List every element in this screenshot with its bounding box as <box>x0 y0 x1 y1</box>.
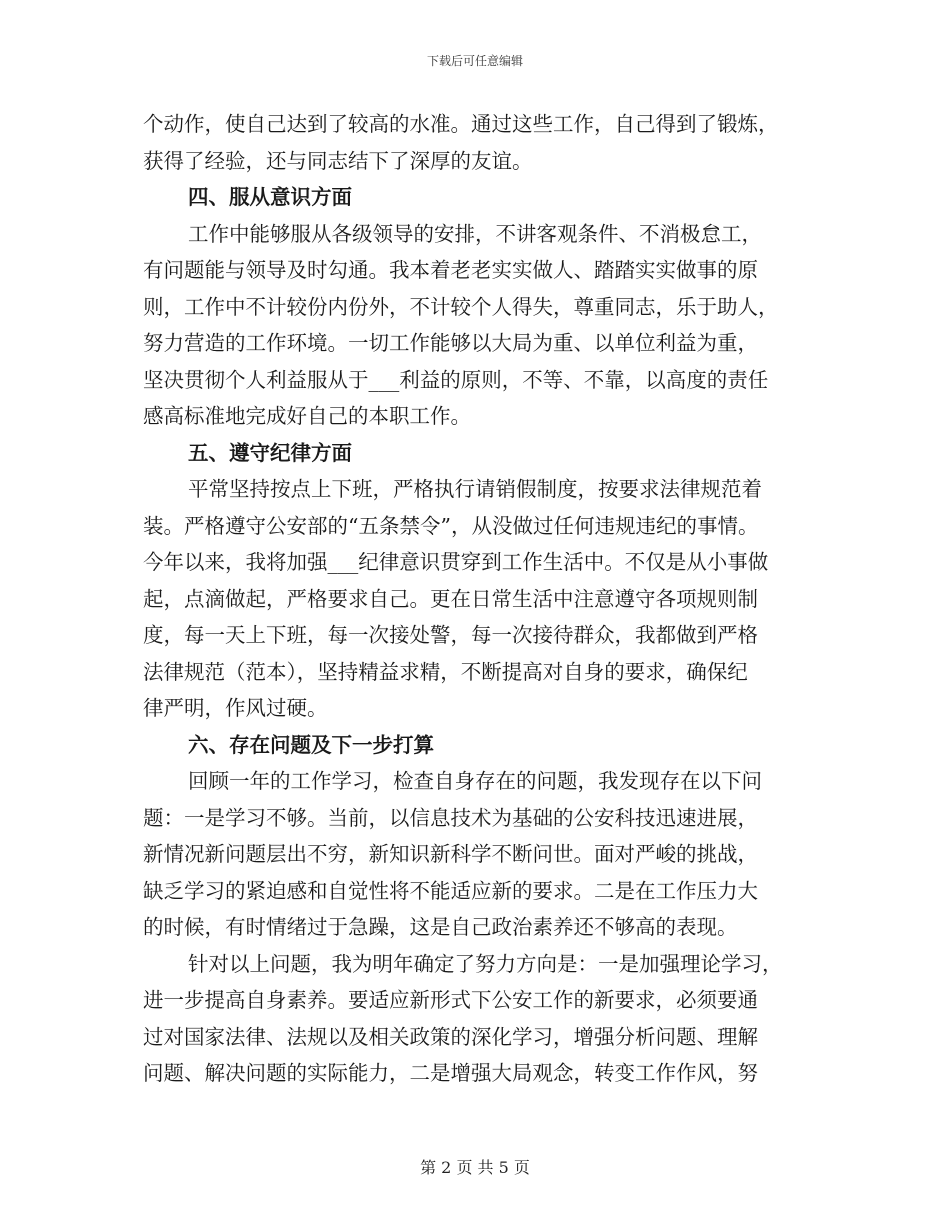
paragraph-line: 感高标准地完成好自己的本职工作。 <box>143 404 471 428</box>
paragraph-line: 的时候，有时情绪过于急躁，这是自己政治素养还不够高的表现。 <box>143 915 738 939</box>
document-body <box>143 106 811 1092</box>
paragraph-line: 进一步提高自身素养。要适应新形式下公安工作的新要求，必须要通 <box>143 988 758 1012</box>
paragraph-line: 装。严格遵守公安部的“五条禁令”，从没做过任何违规违纪的事情。 <box>143 513 759 538</box>
section-heading: 四、服从意识方面 <box>188 185 352 209</box>
paragraph-line: 缺乏学习的紧迫感和自觉性将不能适应新的要求。二是在工作压力大 <box>143 878 758 903</box>
paragraph-line: 平常坚持按点上下班，严格执行请销假制度，按要求法律规范着 <box>188 477 762 501</box>
paragraph-line: 过对国家法律、法规以及相关政策的深化学习，增强分析问题、理解 <box>143 1024 758 1049</box>
paragraph-line: 有问题能与领导及时勾通。我本着老老实实做人、踏踏实实做事的原 <box>143 258 758 282</box>
section-heading: 六、存在问题及下一步打算 <box>188 732 434 757</box>
paragraph-line: 问题、解决问题的实际能力，二是增强大局观念，转变工作作风，努 <box>143 1061 758 1085</box>
paragraph-line: 个动作，使自己达到了较高的水准。通过这些工作，自己得到了锻炼， <box>143 112 779 136</box>
paragraph-line: 度，每一天上下班，每一次接处警，每一次接待群众，我都做到严格 <box>143 623 758 647</box>
paragraph-line: 法律规范（范本），坚持精益求精，不断提高对自身的要求，确保纪 <box>143 659 748 684</box>
paragraph-line: 针对以上问题，我为明年确定了努力方向是：一是加强理论学习， <box>188 951 783 976</box>
paragraph-line: 回顾一年的工作学习，检查自身存在的问题，我发现存在以下问 <box>188 769 762 793</box>
paragraph-line: 今年以来，我将加强___纪律意识贯穿到工作生活中。不仅是从小事做 <box>143 550 769 574</box>
paragraph-line: 获得了经验，还与同志结下了深厚的友谊。 <box>143 148 533 173</box>
section-heading: 五、遵守纪律方面 <box>188 440 352 465</box>
paragraph-line: 坚决贯彻个人利益服从于___利益的原则，不等、不靠，以高度的责任 <box>143 367 769 392</box>
paragraph-line: 努力营造的工作环境。一切工作能够以大局为重、以单位利益为重， <box>143 331 758 355</box>
paragraph-line: 工作中能够服从各级领导的安排，不讲客观条件、不消极怠工， <box>188 221 762 246</box>
paragraph-line: 则，工作中不计较份内份外，不计较个人得失，尊重同志，乐于助人， <box>143 294 779 319</box>
page-header: 下载后可任意编辑 <box>426 54 523 68</box>
paragraph-line: 律严明，作风过硬。 <box>143 696 328 720</box>
paragraph-line: 起，点滴做起，严格要求自己。更在日常生活中注意遵守各项规则制 <box>143 586 758 611</box>
paragraph-line: 题：一是学习不够。当前，以信息技术为基础的公安科技迅速进展， <box>143 805 758 830</box>
paragraph-line: 新情况新问题层出不穷，新知识新科学不断问世。面对严峻的挑战， <box>143 842 758 866</box>
page-footer: 第 2 页 共 5 页 <box>420 1158 530 1177</box>
